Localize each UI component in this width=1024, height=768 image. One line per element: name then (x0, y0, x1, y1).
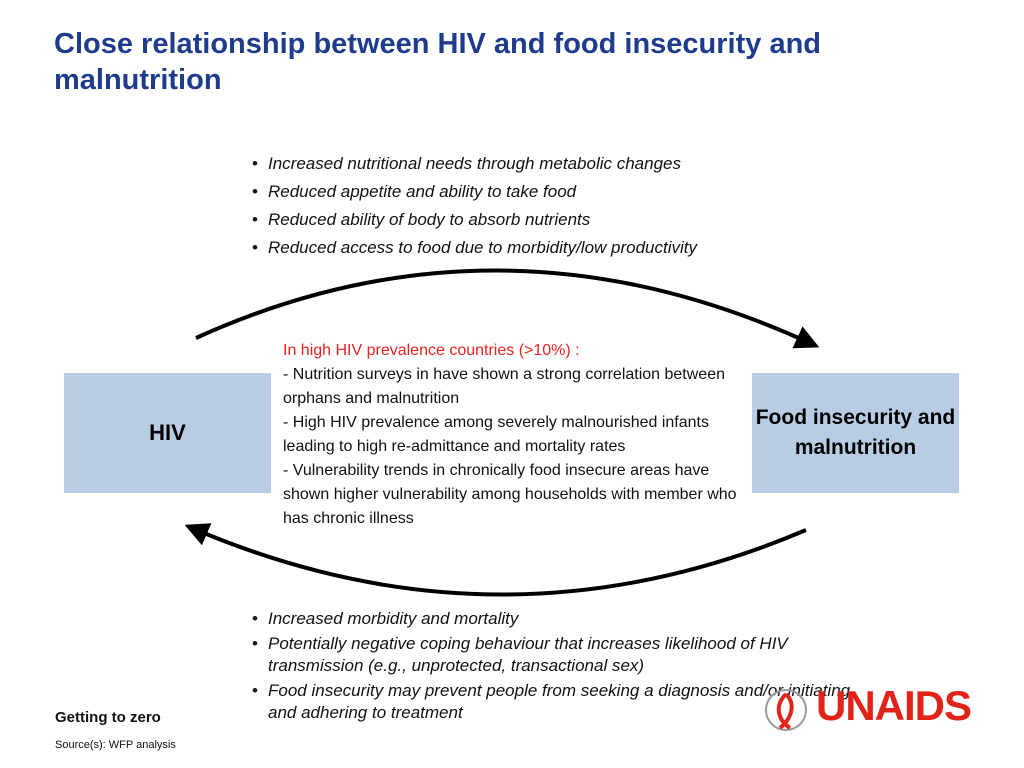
hiv-box-label: HIV (149, 420, 186, 445)
unaids-wordmark: UNAIDS (816, 682, 972, 729)
source-note: Source(s): WFP analysis (55, 739, 176, 751)
bottom-arrow (192, 528, 806, 595)
food-insecurity-box (752, 373, 959, 493)
list-item: • Reduced access to food due to morbidity/low productivity (252, 238, 852, 258)
top-arrow (196, 270, 812, 344)
evidence-text (283, 339, 743, 531)
list-item: • Reduced appetite and ability to take food (252, 182, 852, 202)
evidence-heading: In high HIV prevalence countries (>10%) : (283, 342, 580, 359)
evidence-line: - High HIV prevalence among severely malnourished infants leading to high re-admittance and mortality rates (283, 414, 709, 455)
getting-to-zero-tagline: Getting to zero (55, 709, 161, 726)
hiv-box (64, 373, 271, 493)
unaids-logo (760, 684, 975, 734)
list-item: • Reduced ability of body to absorb nutrients (252, 210, 852, 230)
list-item: • Increased nutritional needs through metabolic changes (252, 154, 852, 174)
list-item: • Increased morbidity and mortality (252, 608, 852, 630)
list-item: • Food insecurity may prevent people from seeking a diagnosis and/or initiating and adhering to treatment (252, 680, 852, 724)
evidence-line: - Vulnerability trends in chronically food insecure areas have shown higher vulnerability among households with member who has chronic illness (283, 462, 737, 527)
list-item: • Potentially negative coping behaviour that increases likelihood of HIV transmission (e.g., unprotected, transactional sex) (252, 633, 852, 677)
ribbon-emblem-icon (760, 684, 816, 734)
food-box-label: Food insecurity and malnutrition (755, 406, 956, 459)
slide-title: Close relationship between HIV and food insecurity and malnutrition (54, 28, 822, 96)
evidence-line: - Nutrition surveys in have shown a strong correlation between orphans and malnutrition (283, 366, 725, 407)
